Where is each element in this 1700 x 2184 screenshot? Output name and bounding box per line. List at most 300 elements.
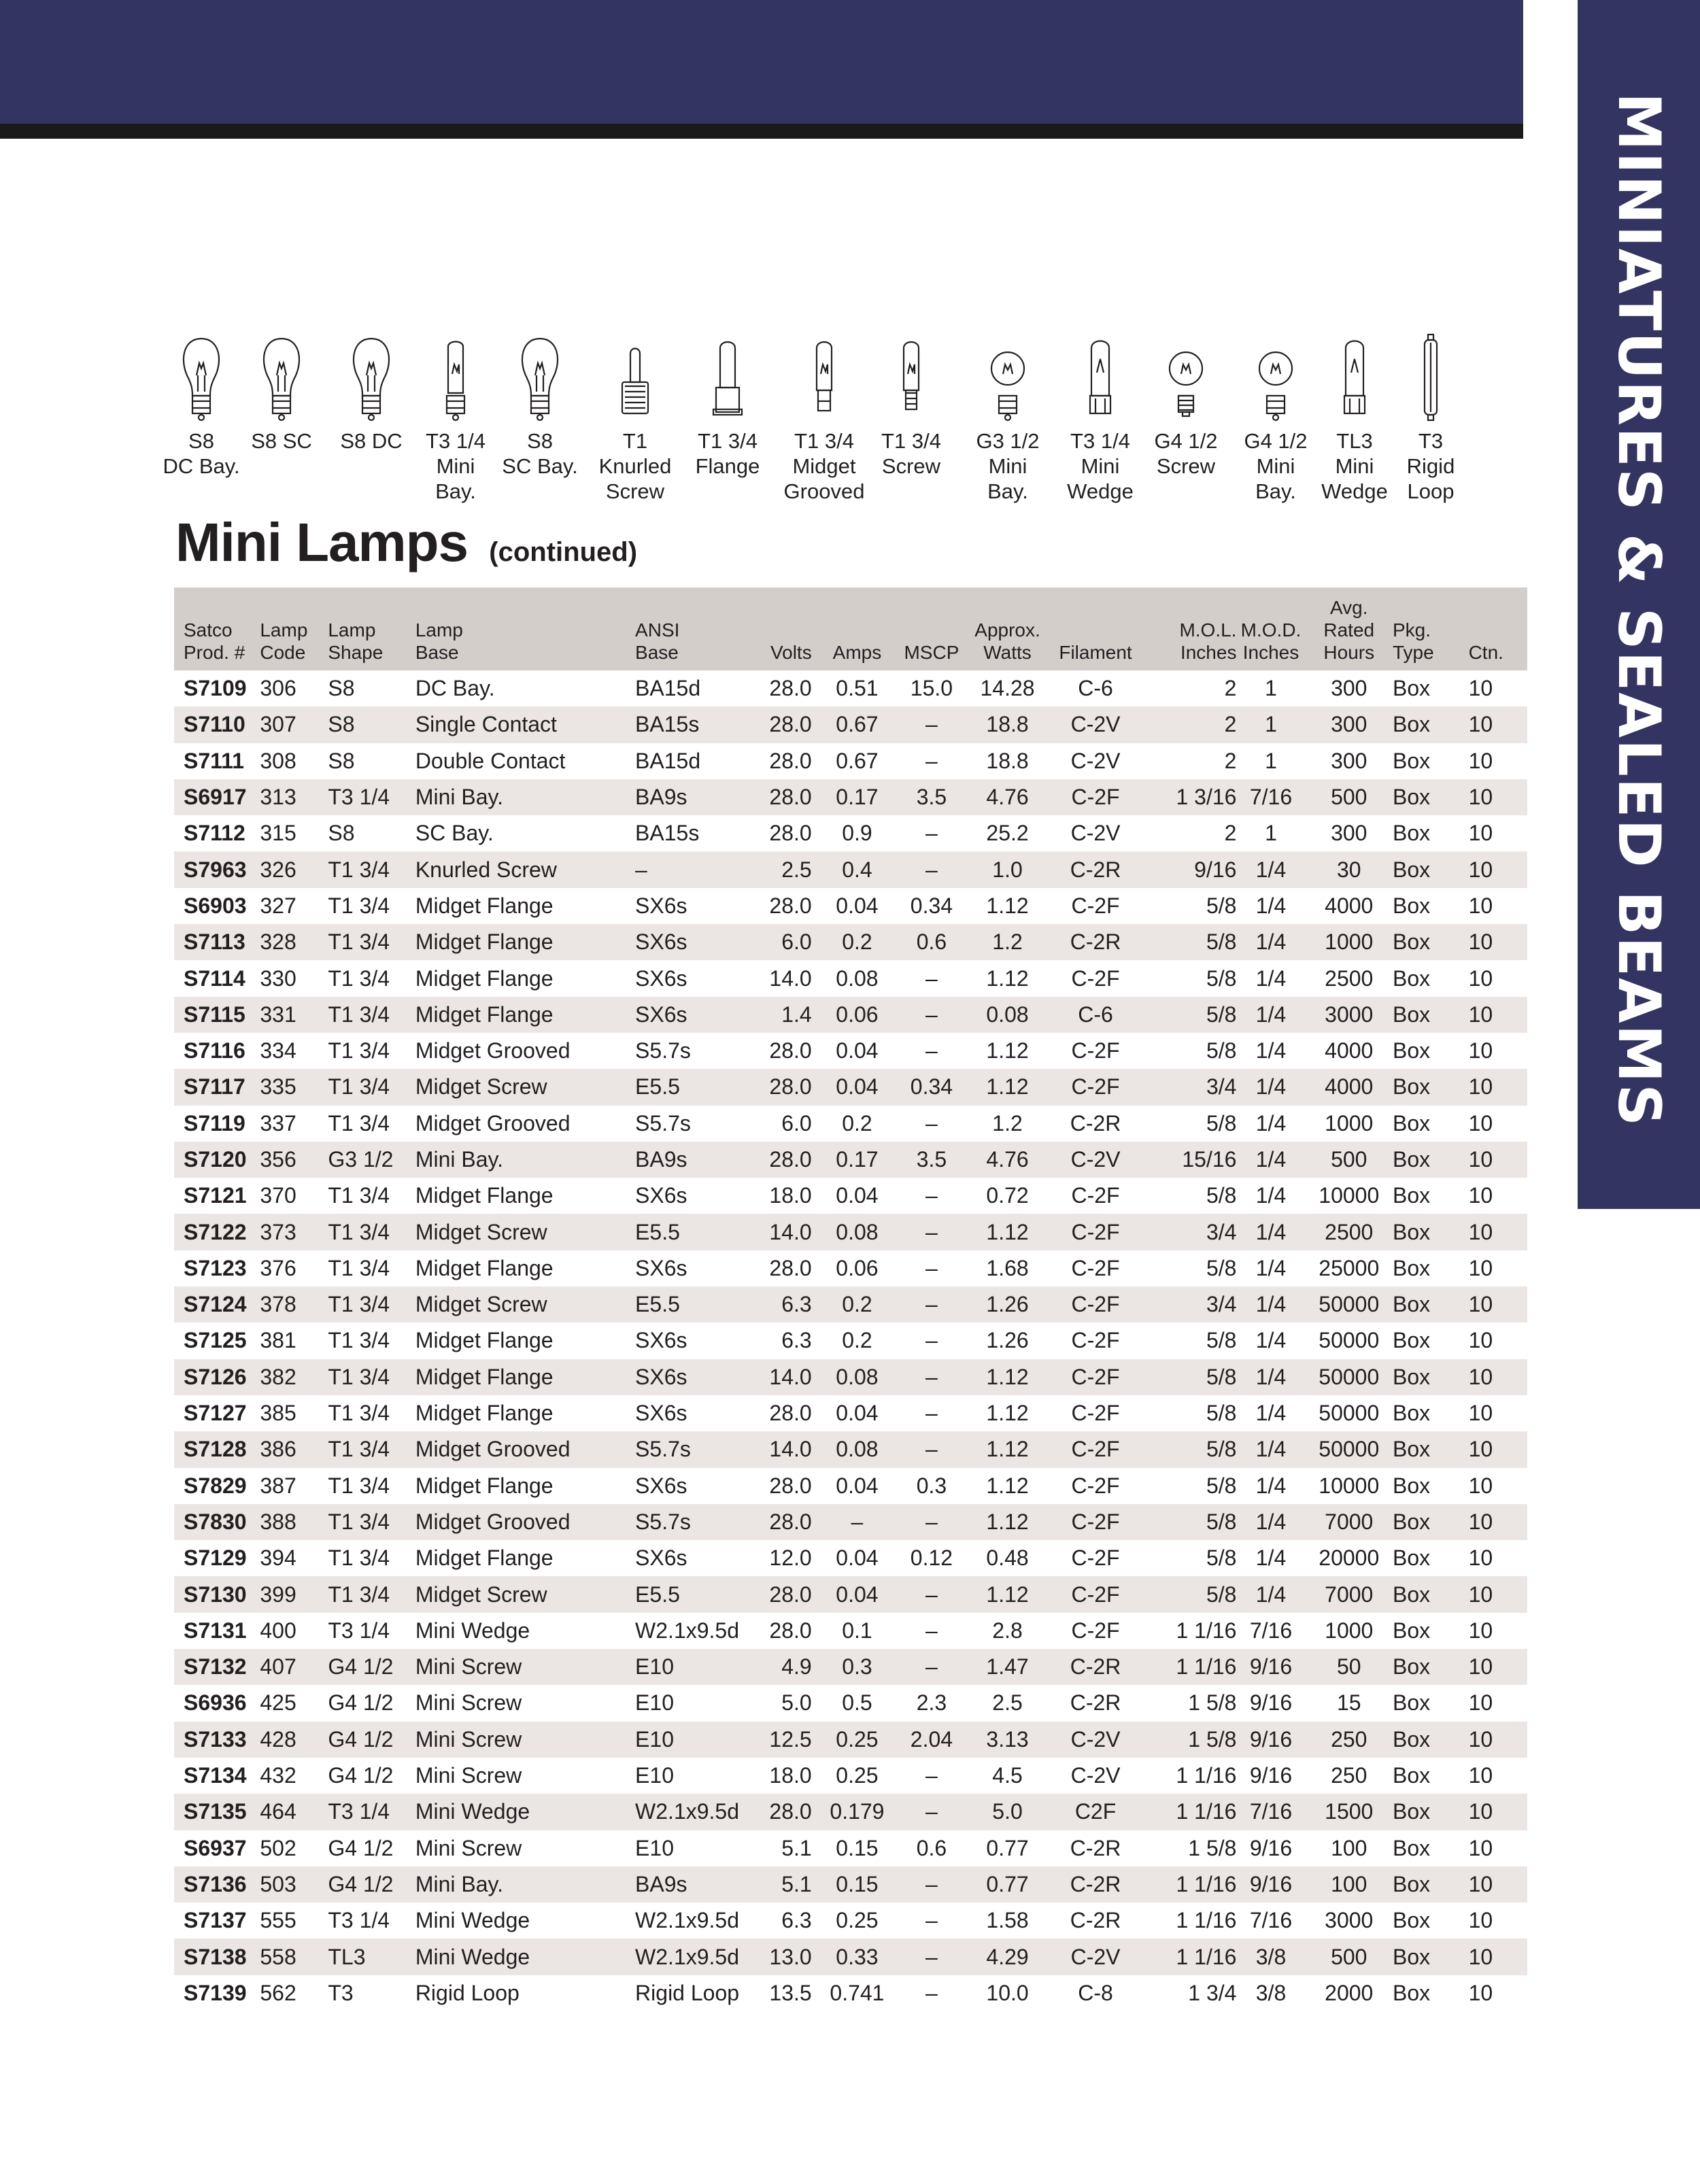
- cell-mod-inches: 1/4: [1255, 1074, 1287, 1099]
- cell-mol-inches: 2: [1224, 748, 1237, 773]
- cell-mscp: 3.5: [916, 1147, 947, 1172]
- cell-amps: 0.3: [842, 1654, 872, 1679]
- lamp-type-label: T1 3/4 Screw: [881, 429, 941, 478]
- cell-volts: 28.0: [769, 1147, 812, 1172]
- table-row: [174, 1649, 1527, 1685]
- cell-mol-inches: 5/8: [1206, 1002, 1237, 1027]
- cell-lamp-shape: T1 3/4: [328, 929, 390, 955]
- cell-filament: C-2R: [1070, 929, 1121, 955]
- cell-ctn: 10: [1468, 676, 1493, 701]
- table-row: [174, 1540, 1527, 1576]
- cell-lamp-code: 407: [260, 1654, 296, 1679]
- cell-lamp-code: 425: [260, 1690, 296, 1716]
- cell-mod-inches: 1/4: [1255, 893, 1287, 918]
- cell-volts: 28.0: [769, 1401, 812, 1426]
- cell-mscp: 0.34: [910, 1074, 953, 1099]
- cell-lamp-shape: T1 3/4: [328, 1582, 390, 1607]
- cell-approx-watts: 1.58: [986, 1908, 1029, 1933]
- cell-pkg-type: Box: [1392, 929, 1431, 955]
- table-row: [174, 1685, 1527, 1721]
- cell-lamp-code: 313: [260, 785, 296, 810]
- cell-mod-inches: 1/4: [1255, 1401, 1287, 1426]
- cell-lamp-shape: T1 3/4: [328, 1110, 390, 1136]
- cell-ctn: 10: [1468, 1002, 1493, 1027]
- cell-volts: 14.0: [769, 1364, 812, 1389]
- g3-1-2-mini-bay-bulb-icon: [977, 333, 1038, 426]
- cell-volts: 12.0: [769, 1546, 812, 1571]
- cell-volts: 14.0: [769, 1437, 812, 1462]
- lamp-type-item: [860, 333, 962, 479]
- cell-avg-rated-hours: 3000: [1325, 1002, 1374, 1027]
- table-row: [174, 1939, 1527, 1975]
- cell-satco-prod: S7127: [184, 1401, 247, 1426]
- cell-lamp-base: Mini Screw: [415, 1763, 522, 1788]
- cell-filament: C-2F: [1071, 1038, 1120, 1063]
- s8-sc-bulb-icon: [251, 333, 312, 426]
- table-row: [174, 1142, 1527, 1178]
- cell-pkg-type: Box: [1392, 1473, 1431, 1498]
- cell-volts: 28.0: [769, 1582, 812, 1607]
- cell-amps: 0.08: [836, 1437, 879, 1462]
- cell-mol-inches: 1 1/16: [1176, 1871, 1237, 1896]
- cell-lamp-code: 356: [260, 1147, 296, 1172]
- cell-amps: 0.741: [830, 1980, 885, 2005]
- cell-mol-inches: 2: [1224, 821, 1237, 846]
- cell-lamp-base: Mini Screw: [415, 1835, 522, 1860]
- table-row: [174, 1431, 1527, 1467]
- cell-ctn: 10: [1468, 1292, 1493, 1317]
- cell-amps: 0.04: [836, 893, 879, 918]
- cell-lamp-shape: T1 3/4: [328, 1401, 390, 1426]
- cell-satco-prod: S7126: [184, 1364, 247, 1389]
- g4-1-2-mini-bay-bulb-icon: [1245, 333, 1306, 426]
- cell-filament: C-2F: [1071, 893, 1120, 918]
- cell-volts: 28.0: [769, 1799, 812, 1824]
- cell-pkg-type: Box: [1392, 1690, 1431, 1716]
- cell-lamp-code: 555: [260, 1908, 296, 1933]
- cell-mol-inches: 5/8: [1206, 1401, 1237, 1426]
- cell-lamp-shape: S8: [328, 676, 355, 701]
- cell-amps: 0.51: [836, 676, 879, 701]
- cell-approx-watts: 1.12: [986, 1437, 1029, 1462]
- cell-satco-prod: S7111: [184, 748, 244, 773]
- cell-lamp-base: Double Contact: [415, 748, 566, 773]
- cell-mod-inches: 7/16: [1249, 1618, 1293, 1643]
- cell-filament: C-2F: [1071, 1582, 1120, 1607]
- cell-satco-prod: S7829: [184, 1473, 247, 1498]
- cell-lamp-base: Midget Flange: [415, 1401, 554, 1426]
- cell-pkg-type: Box: [1392, 1255, 1431, 1280]
- table-row: [174, 670, 1527, 706]
- table-row: [174, 1903, 1527, 1939]
- cell-amps: 0.1: [842, 1618, 872, 1643]
- cell-volts: 13.0: [769, 1944, 812, 1969]
- cell-ansi-base: E10: [635, 1763, 674, 1788]
- cell-amps: –: [851, 1509, 864, 1534]
- table-row: [174, 1866, 1527, 1903]
- cell-ansi-base: S5.7s: [635, 1038, 691, 1063]
- cell-mod-inches: 9/16: [1249, 1690, 1293, 1716]
- cell-filament: C-2V: [1070, 1944, 1121, 1969]
- cell-mscp: 15.0: [910, 676, 953, 701]
- cell-volts: 13.5: [769, 1980, 812, 2005]
- cell-mod-inches: 3/8: [1255, 1980, 1287, 2005]
- lamp-type-label: T3 1/4 Mini Bay.: [426, 429, 486, 503]
- cell-approx-watts: 5.0: [992, 1799, 1023, 1824]
- cell-lamp-base: DC Bay.: [415, 676, 495, 701]
- cell-lamp-shape: T1 3/4: [328, 1292, 390, 1317]
- cell-lamp-code: 502: [260, 1835, 296, 1860]
- cell-mod-inches: 1/4: [1255, 1546, 1287, 1571]
- cell-lamp-base: Midget Grooved: [415, 1110, 571, 1136]
- cell-ansi-base: SX6s: [635, 966, 687, 991]
- cell-approx-watts: 1.12: [986, 1219, 1029, 1244]
- cell-approx-watts: 1.0: [992, 857, 1023, 882]
- cell-mscp: –: [925, 1002, 938, 1027]
- header-lamp-shape: Lamp Shape: [328, 619, 384, 663]
- cell-mol-inches: 1 1/16: [1176, 1944, 1237, 1969]
- lamp-type-label: TL3 Mini Wedge: [1321, 429, 1388, 503]
- cell-avg-rated-hours: 500: [1331, 1147, 1367, 1172]
- cell-lamp-shape: G4 1/2: [328, 1763, 394, 1788]
- cell-approx-watts: 4.29: [986, 1944, 1029, 1969]
- cell-lamp-code: 386: [260, 1437, 296, 1462]
- cell-pkg-type: Box: [1392, 1437, 1431, 1462]
- cell-ctn: 10: [1468, 1038, 1493, 1063]
- cell-mol-inches: 5/8: [1206, 1473, 1237, 1498]
- cell-volts: 5.0: [781, 1690, 812, 1716]
- cell-mod-inches: 9/16: [1249, 1654, 1293, 1679]
- cell-mscp: 0.12: [910, 1546, 953, 1571]
- cell-lamp-shape: T3: [328, 1980, 354, 2005]
- cell-amps: 0.08: [836, 1364, 879, 1389]
- cell-lamp-shape: G4 1/2: [328, 1654, 394, 1679]
- cell-lamp-base: Midget Flange: [415, 1002, 554, 1027]
- cell-mod-inches: 1/4: [1255, 1582, 1287, 1607]
- cell-filament: C-2V: [1070, 1763, 1121, 1788]
- cell-avg-rated-hours: 2500: [1325, 966, 1374, 991]
- cell-lamp-shape: G4 1/2: [328, 1871, 394, 1896]
- cell-lamp-code: 315: [260, 821, 296, 846]
- cell-lamp-shape: T1 3/4: [328, 1038, 390, 1063]
- cell-approx-watts: 4.5: [992, 1763, 1023, 1788]
- cell-volts: 1.4: [781, 1002, 812, 1027]
- cell-mscp: –: [925, 1292, 938, 1317]
- cell-mol-inches: 1 5/8: [1188, 1835, 1237, 1860]
- cell-avg-rated-hours: 50: [1336, 1654, 1361, 1679]
- cell-ansi-base: E10: [635, 1835, 674, 1860]
- table-row: [174, 1613, 1527, 1649]
- cell-lamp-base: Midget Flange: [415, 893, 554, 918]
- table-body: [174, 670, 1527, 2011]
- cell-avg-rated-hours: 50000: [1319, 1437, 1380, 1462]
- cell-satco-prod: S6917: [184, 785, 247, 810]
- cell-mod-inches: 1/4: [1255, 1110, 1287, 1136]
- lamp-type-item: [1380, 333, 1482, 504]
- cell-filament: C-8: [1078, 1980, 1113, 2005]
- cell-ansi-base: W2.1x9.5d: [635, 1618, 740, 1643]
- lamp-type-label: G4 1/2 Screw: [1154, 429, 1218, 478]
- lamp-type-item: [677, 333, 779, 479]
- cell-mol-inches: 1 5/8: [1188, 1726, 1237, 1752]
- cell-approx-watts: 10.0: [986, 1980, 1029, 2005]
- cell-filament: C-2F: [1071, 1473, 1120, 1498]
- cell-amps: 0.06: [836, 1002, 879, 1027]
- cell-approx-watts: 18.8: [986, 748, 1029, 773]
- table-row: [174, 706, 1527, 743]
- cell-mod-inches: 1/4: [1255, 1292, 1287, 1317]
- cell-mod-inches: 9/16: [1249, 1726, 1293, 1752]
- cell-amps: 0.08: [836, 966, 879, 991]
- cell-lamp-shape: T1 3/4: [328, 1002, 390, 1027]
- table-row: [174, 1758, 1527, 1794]
- cell-lamp-code: 335: [260, 1074, 296, 1099]
- cell-ansi-base: BA9s: [635, 1147, 687, 1172]
- cell-avg-rated-hours: 1000: [1325, 1110, 1374, 1136]
- cell-volts: 28.0: [769, 1255, 812, 1280]
- cell-mol-inches: 5/8: [1206, 1038, 1237, 1063]
- cell-filament: C-2F: [1071, 1401, 1120, 1426]
- cell-filament: C-2F: [1071, 1364, 1120, 1389]
- cell-mscp: –: [925, 821, 938, 846]
- cell-mscp: –: [925, 1980, 938, 2005]
- cell-volts: 28.0: [769, 748, 812, 773]
- cell-mol-inches: 5/8: [1206, 929, 1237, 955]
- cell-approx-watts: 1.26: [986, 1328, 1029, 1353]
- cell-mod-inches: 9/16: [1249, 1763, 1293, 1788]
- lamp-type-item: [957, 333, 1059, 504]
- cell-lamp-code: 503: [260, 1871, 296, 1896]
- cell-amps: 0.2: [842, 1328, 872, 1353]
- cell-lamp-code: 432: [260, 1763, 296, 1788]
- header-avg-rated-hours: Avg. Rated Hours: [1323, 597, 1375, 663]
- cell-ansi-base: BA9s: [635, 785, 687, 810]
- cell-lamp-code: 464: [260, 1799, 296, 1824]
- cell-lamp-base: Mini Wedge: [415, 1944, 530, 1969]
- cell-avg-rated-hours: 4000: [1325, 1074, 1374, 1099]
- cell-mod-inches: 1/4: [1255, 1364, 1287, 1389]
- cell-avg-rated-hours: 1500: [1325, 1799, 1374, 1824]
- cell-lamp-base: Mini Screw: [415, 1690, 522, 1716]
- cell-satco-prod: S7138: [184, 1944, 247, 1969]
- cell-satco-prod: S7130: [184, 1582, 247, 1607]
- cell-avg-rated-hours: 10000: [1319, 1183, 1380, 1208]
- cell-filament: C-2F: [1071, 1255, 1120, 1280]
- cell-ctn: 10: [1468, 1654, 1493, 1679]
- cell-mscp: –: [925, 1437, 938, 1462]
- cell-avg-rated-hours: 1000: [1325, 929, 1374, 955]
- cell-approx-watts: 14.28: [980, 676, 1035, 701]
- table-row: [174, 1794, 1527, 1830]
- cell-avg-rated-hours: 50000: [1319, 1292, 1380, 1317]
- cell-amps: 0.4: [842, 857, 872, 882]
- cell-pkg-type: Box: [1392, 1038, 1431, 1063]
- cell-ansi-base: S5.7s: [635, 1110, 691, 1136]
- cell-filament: C-2R: [1070, 1835, 1121, 1860]
- cell-filament: C-2F: [1071, 1219, 1120, 1244]
- cell-lamp-code: 387: [260, 1473, 296, 1498]
- cell-volts: 28.0: [769, 1074, 812, 1099]
- cell-amps: 0.33: [836, 1944, 879, 1969]
- cell-ctn: 10: [1468, 1147, 1493, 1172]
- cell-lamp-base: SC Bay.: [415, 821, 494, 846]
- cell-lamp-shape: T1 3/4: [328, 1546, 390, 1571]
- table-row: [174, 1468, 1527, 1504]
- cell-avg-rated-hours: 250: [1331, 1726, 1367, 1752]
- cell-ctn: 10: [1468, 857, 1493, 882]
- cell-lamp-base: Knurled Screw: [415, 857, 557, 882]
- cell-mod-inches: 1/4: [1255, 1002, 1287, 1027]
- cell-amps: 0.5: [842, 1690, 872, 1716]
- cell-satco-prod: S7136: [184, 1871, 247, 1896]
- cell-mod-inches: 7/16: [1249, 785, 1293, 810]
- cell-filament: C-2F: [1071, 1546, 1120, 1571]
- cell-lamp-code: 306: [260, 676, 296, 701]
- table-row: [174, 1033, 1527, 1069]
- cell-mod-inches: 1: [1265, 821, 1277, 846]
- page-title: [175, 511, 637, 574]
- cell-pkg-type: Box: [1392, 966, 1431, 991]
- cell-ansi-base: BA15d: [635, 676, 701, 701]
- cell-lamp-shape: T3 1/4: [328, 1618, 390, 1643]
- cell-mod-inches: 1/4: [1255, 929, 1287, 955]
- lamp-type-label: T1 Knurled Screw: [598, 429, 672, 503]
- cell-volts: 14.0: [769, 966, 812, 991]
- cell-mol-inches: 5/8: [1206, 1110, 1237, 1136]
- cell-amps: 0.15: [836, 1835, 879, 1860]
- cell-mol-inches: 2: [1224, 676, 1237, 701]
- cell-lamp-base: Mini Wedge: [415, 1908, 530, 1933]
- cell-lamp-code: 381: [260, 1328, 296, 1353]
- cell-amps: 0.2: [842, 1292, 872, 1317]
- cell-lamp-code: 388: [260, 1509, 296, 1534]
- cell-mscp: –: [925, 1038, 938, 1063]
- cell-lamp-shape: TL3: [328, 1944, 366, 1969]
- cell-avg-rated-hours: 50000: [1319, 1401, 1380, 1426]
- cell-amps: 0.2: [842, 1110, 872, 1136]
- cell-filament: C-6: [1078, 1002, 1113, 1027]
- header-satco-prod: Satco Prod. #: [184, 619, 245, 663]
- cell-approx-watts: 1.12: [986, 1364, 1029, 1389]
- cell-pkg-type: Box: [1392, 1726, 1431, 1752]
- cell-volts: 2.5: [781, 857, 812, 882]
- cell-mol-inches: 5/8: [1206, 1328, 1237, 1353]
- cell-volts: 28.0: [769, 676, 812, 701]
- cell-pkg-type: Box: [1392, 1618, 1431, 1643]
- cell-filament: C-2F: [1071, 785, 1120, 810]
- cell-ansi-base: E10: [635, 1726, 674, 1752]
- cell-avg-rated-hours: 500: [1331, 1944, 1367, 1969]
- cell-pkg-type: Box: [1392, 1147, 1431, 1172]
- cell-mol-inches: 1 1/16: [1176, 1654, 1237, 1679]
- cell-ansi-base: SX6s: [635, 1255, 687, 1280]
- cell-amps: 0.25: [836, 1908, 879, 1933]
- s8-sc-bay-bulb-icon: [509, 333, 571, 426]
- cell-ctn: 10: [1468, 1110, 1493, 1136]
- cell-satco-prod: S7113: [184, 929, 245, 955]
- cell-mol-inches: 3/4: [1206, 1074, 1237, 1099]
- cell-mod-inches: 1/4: [1255, 1183, 1287, 1208]
- cell-mscp: –: [925, 1401, 938, 1426]
- cell-pkg-type: Box: [1392, 1582, 1431, 1607]
- cell-filament: C-2V: [1070, 1147, 1121, 1172]
- table-row: [174, 851, 1527, 887]
- cell-ansi-base: –: [635, 857, 647, 882]
- cell-lamp-base: Midget Screw: [415, 1292, 547, 1317]
- cell-pkg-type: Box: [1392, 1110, 1431, 1136]
- cell-lamp-code: 378: [260, 1292, 296, 1317]
- cell-avg-rated-hours: 25000: [1319, 1255, 1380, 1280]
- section-side-tab-label: MINIATURES & SEALED BEAMS: [1605, 92, 1673, 1128]
- table-row: [174, 1106, 1527, 1142]
- cell-lamp-shape: T3 1/4: [328, 1908, 390, 1933]
- cell-volts: 28.0: [769, 712, 812, 737]
- cell-pkg-type: Box: [1392, 1364, 1431, 1389]
- cell-mol-inches: 3/4: [1206, 1219, 1237, 1244]
- cell-pkg-type: Box: [1392, 1002, 1431, 1027]
- header-filament: Filament: [1059, 642, 1132, 663]
- cell-lamp-shape: T1 3/4: [328, 857, 390, 882]
- cell-lamp-code: 562: [260, 1980, 296, 2005]
- cell-filament: C-2V: [1070, 748, 1121, 773]
- cell-approx-watts: 4.76: [986, 785, 1029, 810]
- cell-lamp-code: 330: [260, 966, 296, 991]
- cell-ctn: 10: [1468, 1908, 1493, 1933]
- cell-ansi-base: BA15s: [635, 712, 700, 737]
- table-row: [174, 1069, 1527, 1105]
- cell-ansi-base: E5.5: [635, 1582, 680, 1607]
- cell-lamp-base: Midget Grooved: [415, 1509, 571, 1534]
- cell-satco-prod: S7132: [184, 1654, 247, 1679]
- cell-satco-prod: S7112: [184, 821, 245, 846]
- cell-mod-inches: 1/4: [1255, 1255, 1287, 1280]
- cell-satco-prod: S7116: [184, 1038, 245, 1063]
- cell-satco-prod: S6936: [184, 1690, 247, 1716]
- cell-approx-watts: 1.12: [986, 1074, 1029, 1099]
- cell-lamp-base: Midget Flange: [415, 929, 554, 955]
- cell-lamp-code: 400: [260, 1618, 296, 1643]
- cell-satco-prod: S7129: [184, 1546, 247, 1571]
- cell-ctn: 10: [1468, 1980, 1493, 2005]
- cell-approx-watts: 1.26: [986, 1292, 1029, 1317]
- cell-lamp-base: Midget Flange: [415, 1255, 554, 1280]
- cell-pkg-type: Box: [1392, 1509, 1431, 1534]
- cell-satco-prod: S7134: [184, 1763, 247, 1788]
- cell-filament: C-2R: [1070, 1654, 1121, 1679]
- cell-mscp: –: [925, 1219, 938, 1244]
- cell-ctn: 10: [1468, 1582, 1493, 1607]
- cell-satco-prod: S7109: [184, 676, 247, 701]
- cell-pkg-type: Box: [1392, 1799, 1431, 1824]
- cell-filament: C-2F: [1071, 1183, 1120, 1208]
- cell-approx-watts: 1.12: [986, 1038, 1029, 1063]
- cell-satco-prod: S7123: [184, 1255, 247, 1280]
- cell-lamp-code: 428: [260, 1726, 296, 1752]
- lamp-type-label: S8 SC: [251, 429, 312, 453]
- header-pkg-type: Pkg. Type: [1392, 619, 1434, 663]
- cell-volts: 14.0: [769, 1219, 812, 1244]
- cell-ctn: 10: [1468, 1944, 1493, 1969]
- cell-ctn: 10: [1468, 929, 1493, 955]
- lamp-type-label: T1 3/4 Midget Grooved: [783, 429, 865, 503]
- cell-lamp-code: 327: [260, 893, 296, 918]
- cell-lamp-shape: T1 3/4: [328, 966, 390, 991]
- cell-ctn: 10: [1468, 1799, 1493, 1824]
- cell-ctn: 10: [1468, 712, 1493, 737]
- cell-mscp: –: [925, 1871, 938, 1896]
- cell-ansi-base: E10: [635, 1690, 674, 1716]
- cell-lamp-shape: T1 3/4: [328, 1509, 390, 1534]
